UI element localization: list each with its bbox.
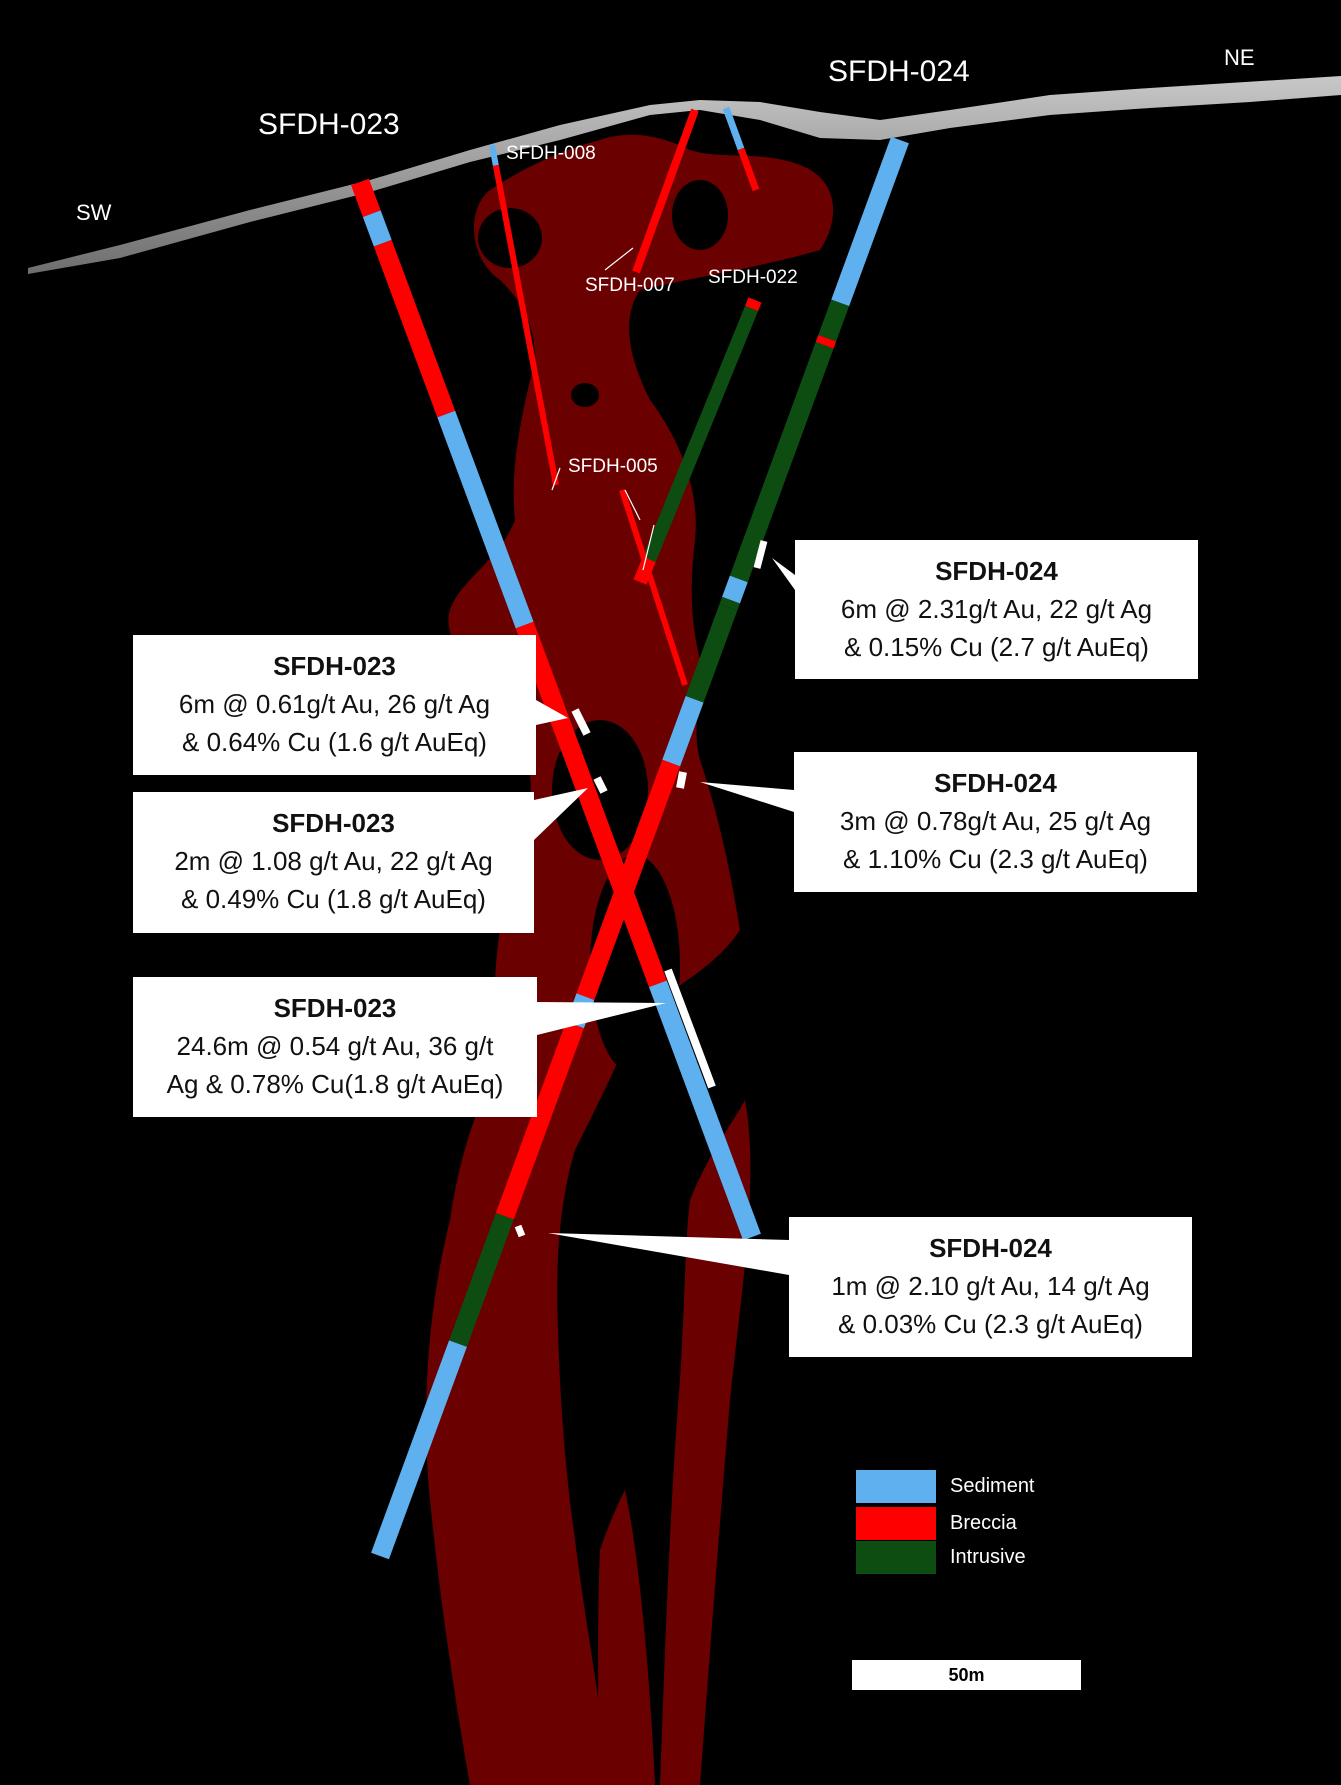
callout-sfdh-024-interval-1: [795, 540, 1198, 679]
callout-leader: [548, 1233, 789, 1275]
drillhole-sfdh-008: [492, 145, 496, 165]
drillhole-sfdh-024: [731, 579, 739, 600]
callout-line: 6m @ 2.31g/t Au, 22 g/t Ag: [840, 594, 1153, 624]
callout-line: & 0.15% Cu (2.7 g/t AuEq): [844, 632, 1149, 662]
hole-label-sfdh-024: SFDH-024: [828, 55, 970, 88]
callout-title: SFDH-023: [272, 808, 395, 838]
drillhole-sfdh-023: [360, 182, 372, 214]
drillhole-sfdh-024: [840, 140, 900, 303]
callout-line: Ag & 0.78% Cu(1.8 g/t AuEq): [166, 1069, 504, 1099]
legend-item-sediment: [856, 1470, 1035, 1503]
drillhole-sfdh-023: [383, 243, 447, 414]
callout-line: 2m @ 1.08 g/t Au, 22 g/t Ag: [174, 846, 493, 876]
callout-line: & 0.64% Cu (1.6 g/t AuEq): [182, 727, 487, 757]
interval-marker: [518, 1226, 522, 1236]
legend-swatch: [856, 1470, 936, 1503]
drillhole-sfdh-024: [728, 600, 731, 607]
scale-bar: 50m: [852, 1660, 1081, 1690]
callout-title: SFDH-024: [934, 768, 1057, 798]
callout-sfdh-024-interval-3: [789, 1217, 1192, 1357]
drillhole-sfdh-024: [695, 607, 729, 699]
callout-line: & 1.10% Cu (2.3 g/t AuEq): [843, 844, 1148, 874]
callout-line: & 0.03% Cu (2.3 g/t AuEq): [838, 1309, 1143, 1339]
hole-label-sfdh-008: SFDH-008: [506, 143, 596, 164]
legend-swatch: [856, 1507, 936, 1540]
callout-line: 1m @ 2.10 g/t Au, 14 g/t Ag: [831, 1271, 1150, 1301]
callout-title: SFDH-024: [935, 556, 1058, 586]
legend-swatch: [856, 1541, 936, 1574]
legend-item-intrusive: [856, 1541, 1026, 1574]
hole-label-sfdh-022: SFDH-022: [708, 267, 798, 288]
callout-sfdh-023-interval-2: [133, 792, 534, 933]
callout-sfdh-023-interval-1: [133, 635, 536, 775]
orientation-sw-label: SW: [76, 200, 112, 225]
callout-title: SFDH-023: [273, 651, 396, 681]
drillhole-sfdh-023: [372, 214, 383, 244]
orientation-ne-label: NE: [1224, 45, 1255, 70]
callout-line: & 0.49% Cu (1.8 g/t AuEq): [181, 884, 486, 914]
legend-label: Breccia: [950, 1512, 1017, 1534]
callout-sfdh-024-interval-2: [794, 752, 1197, 892]
callout-line: 3m @ 0.78g/t Au, 25 g/t Ag: [839, 806, 1152, 836]
callout-line: 6m @ 0.61g/t Au, 26 g/t Ag: [178, 689, 491, 719]
callout-line: 24.6m @ 0.54 g/t Au, 36 g/t: [176, 1031, 494, 1061]
callout-sfdh-023-interval-3: [133, 977, 537, 1117]
hole-label-sfdh-005: SFDH-005: [568, 456, 658, 477]
drillhole-sfdh-024: [825, 338, 828, 345]
hole-label-sfdh-023: SFDH-023: [258, 108, 400, 141]
drillhole-sfdh-024: [827, 303, 840, 338]
legend-label: Sediment: [950, 1475, 1035, 1497]
callout-title: SFDH-024: [929, 1233, 1052, 1263]
legend-label: Intrusive: [950, 1546, 1026, 1568]
interval-marker: [680, 772, 683, 788]
drillhole-sfdh-022: [752, 300, 755, 308]
callout-title: SFDH-023: [273, 993, 397, 1023]
hole-label-sfdh-007: SFDH-007: [585, 275, 675, 296]
callout-leader: [772, 558, 795, 590]
legend-item-breccia: [856, 1507, 1017, 1540]
